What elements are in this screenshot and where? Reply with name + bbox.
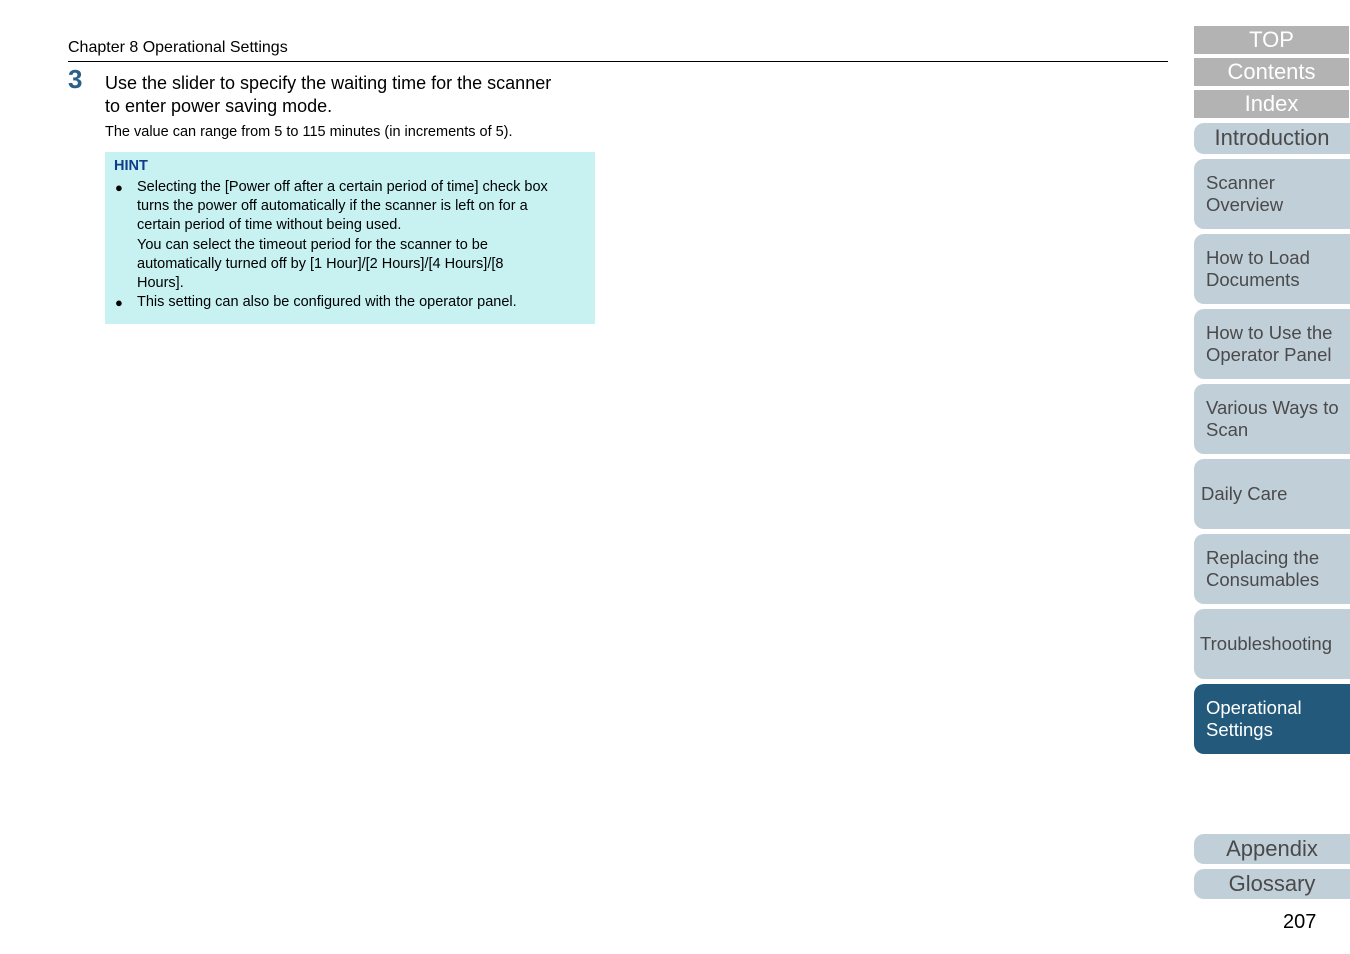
tab-label: Introduction: [1214, 125, 1330, 151]
tab-scanner-overview[interactable]: [1194, 159, 1350, 229]
tab-label: How to Use the: [1206, 321, 1333, 343]
tab-label: Various Ways to: [1206, 396, 1339, 418]
hint-title: HINT: [114, 158, 148, 174]
hint-line: You can select the timeout period for the scanner to be: [137, 236, 488, 253]
hint-line: This setting can also be configured with the operator panel.: [137, 294, 517, 311]
index-button[interactable]: Index: [1194, 90, 1349, 118]
tab-label: Appendix: [1226, 835, 1318, 861]
hint-item: [114, 293, 585, 312]
step-note: The value can range from 5 to 115 minutes (in increments of 5).: [105, 124, 513, 140]
tab-how-to-load-documents[interactable]: [1194, 234, 1350, 304]
chapter-title: Chapter 8 Operational Settings: [68, 39, 288, 56]
tab-label: Replacing the: [1206, 546, 1320, 568]
tab-operator-panel[interactable]: [1194, 309, 1350, 379]
tab-appendix[interactable]: [1194, 834, 1350, 864]
hint-box: [105, 152, 595, 324]
hint-line: automatically turned off by [1 Hour]/[2 Hours]/[4 Hours]/[8: [137, 255, 504, 272]
tab-label: Daily Care: [1201, 482, 1288, 504]
header-rule: [68, 61, 1168, 62]
tab-label: Operator Panel: [1206, 344, 1332, 365]
bullet-icon: ●: [115, 295, 123, 311]
top-button[interactable]: TOP: [1194, 26, 1349, 54]
hint-line: Hours].: [137, 275, 184, 292]
tab-daily-care[interactable]: [1194, 459, 1350, 529]
step-instruction-line: Use the slider to specify the waiting time for the scanner: [105, 73, 552, 93]
tab-introduction[interactable]: [1194, 123, 1350, 154]
hint-line: Selecting the [Power off after a certain period of time] check box: [137, 179, 548, 195]
step-instruction-line: to enter power saving mode.: [105, 95, 333, 116]
page-number: 207: [1283, 911, 1317, 933]
tab-label: Glossary: [1228, 870, 1316, 896]
hint-line: turns the power off automatically if the scanner is left on for a: [137, 198, 528, 215]
tab-label: Consumables: [1206, 569, 1320, 590]
tab-troubleshooting[interactable]: [1194, 609, 1350, 679]
tab-replacing-consumables[interactable]: [1194, 534, 1350, 604]
tab-label: Settings: [1206, 719, 1273, 740]
tab-various-ways-to-scan[interactable]: [1194, 384, 1350, 454]
bullet-icon: ●: [115, 180, 123, 195]
step-instruction: [105, 72, 595, 117]
step-number: 3: [68, 64, 83, 94]
tab-label: Scan: [1206, 419, 1249, 440]
hint-line: certain period of time without being used.: [137, 217, 402, 234]
tab-operational-settings[interactable]: [1194, 684, 1350, 754]
tab-label: Troubleshooting: [1200, 632, 1332, 654]
contents-button[interactable]: Contents: [1194, 58, 1349, 86]
tab-glossary[interactable]: [1194, 869, 1350, 899]
tab-label: Documents: [1206, 269, 1300, 290]
tab-label: Scanner: [1206, 171, 1275, 193]
tab-label: How to Load: [1206, 246, 1310, 268]
hint-item: [114, 178, 585, 293]
tab-label: Overview: [1206, 194, 1284, 215]
tab-label: Operational: [1206, 696, 1302, 718]
